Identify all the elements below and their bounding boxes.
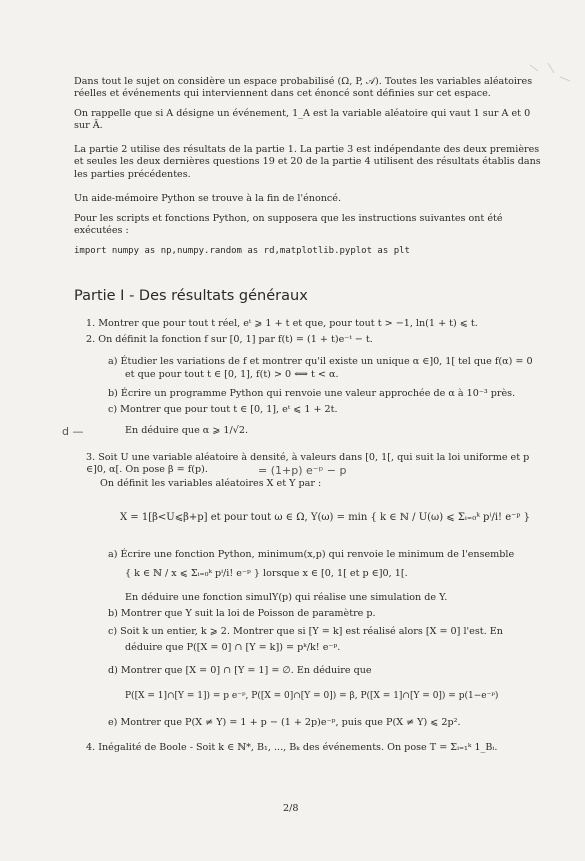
handwritten-annotation: = (1+p) e⁻ᵖ − p: [258, 464, 347, 477]
question-2a-cont: et que pour tout t ∈ [0, 1], f(t) > 0 ⟺ t < α.: [125, 369, 339, 380]
question-3a-deduce: En déduire une fonction simulY(p) qui réalise une simulation de Y.: [125, 592, 448, 603]
question-3-intro-cont: On définit les variables aléatoires X et Y par :: [100, 478, 322, 489]
question-4: 4. Inégalité de Boole - Soit k ∈ ℕ*, B₁, ..., Bₖ des événements. On pose T = Σᵢ₌₁ᵏ 1_Bᵢ.: [86, 742, 498, 753]
intro-paragraph-4: Un aide-mémoire Python se trouve à la fin de l'énoncé.: [74, 193, 342, 204]
question-2c: c) Montrer que pour tout t ∈ [0, 1], eᵗ ⩽ 1 + 2t.: [108, 404, 338, 415]
question-2b: b) Écrire un programme Python qui renvoie une valeur approchée de α à 10⁻³ près.: [108, 388, 516, 399]
question-3d: d) Montrer que [X = 0] ∩ [Y = 1] = ∅. En déduire que: [108, 665, 372, 676]
python-import-code: import numpy as np,numpy.random as rd,matplotlib.pyplot as plt: [74, 246, 410, 256]
page-number: 2/8: [283, 803, 299, 814]
question-3c: c) Soit k un entier, k ⩾ 2. Montrer que si [Y = k] est réalisé alors [X = 0] l'est. En: [108, 626, 503, 637]
question-3b: b) Montrer que Y suit la loi de Poisson de paramètre p.: [108, 608, 376, 619]
intro-paragraph-1: Dans tout le sujet on considère un espace probabilisé (Ω, P, 𝒜). Toutes les variables aléatoires réelles et événements qui interviennent dans cet énoncé sont définies sur cet espace.: [74, 76, 533, 100]
intro-paragraph-3: La partie 2 utilise des résultats de la partie 1. La partie 3 est indépendante des deux premières et seules les deux dernières questions 19 et 20 de la partie 4 utilisent des résultats établis dans les parties précédentes.: [74, 144, 541, 180]
intro-paragraph-2: On rappelle que si A désigne un événement, 1_A est la variable aléatoire qui vaut 1 sur A et 0 sur Ā.: [74, 108, 531, 132]
question-2-intro: 2. On définit la fonction f sur [0, 1] par f(t) = (1 + t)e⁻ᵗ − t.: [86, 334, 373, 345]
question-2a: a) Étudier les variations de f et montrer qu'il existe un unique α ∈]0, 1[ tel que f(α) = 0: [108, 356, 533, 367]
faint-scribble-marks: [520, 55, 580, 95]
question-2c-deduce: En déduire que α ⩾ 1/√2.: [125, 425, 249, 436]
question-3d-probabilities: P([X = 1]∩[Y = 1]) = p e⁻ᵖ, P([X = 0]∩[Y = 0]) = β, P([X = 1]∩[Y = 0]) = p(1−e⁻ᵖ): [125, 691, 499, 701]
question-1: 1. Montrer que pour tout t réel, eᵗ ⩾ 1 + t et que, pour tout t > −1, ln(1 + t) ⩽ t.: [86, 318, 478, 329]
question-3-intro: 3. Soit U une variable aléatoire à densité, à valeurs dans [0, 1[, qui suit la loi uniforme et p ∈]0, α[. On pose β = f(p).: [86, 452, 530, 476]
question-3-definition: X = 1[β<U⩽β+p] et pour tout ω ∈ Ω, Y(ω) = min { k ∈ ℕ / U(ω) ⩽ Σᵢ₌₀ᵏ pⁱ/i! e⁻ᵖ }: [120, 512, 530, 523]
section-title: Partie I - Des résultats généraux: [74, 288, 308, 304]
question-3a: a) Écrire une fonction Python, minimum(x,p) qui renvoie le minimum de l'ensemble: [108, 549, 515, 560]
intro-paragraph-5: Pour les scripts et fonctions Python, on supposera que les instructions suivantes ont été exécutées :: [74, 213, 503, 237]
handwritten-margin-mark: d —: [62, 425, 84, 438]
question-3a-set: { k ∈ ℕ / x ⩽ Σᵢ₌₀ᵏ pⁱ/i! e⁻ᵖ } lorsque x ∈ [0, 1[ et p ∈]0, 1[.: [125, 568, 408, 579]
question-3c-cont: déduire que P([X = 0] ∩ [Y = k]) = pᵏ/k! e⁻ᵖ.: [125, 642, 341, 653]
question-3e: e) Montrer que P(X ≠ Y) = 1 + p − (1 + 2p)e⁻ᵖ, puis que P(X ≠ Y) ⩽ 2p².: [108, 717, 461, 728]
